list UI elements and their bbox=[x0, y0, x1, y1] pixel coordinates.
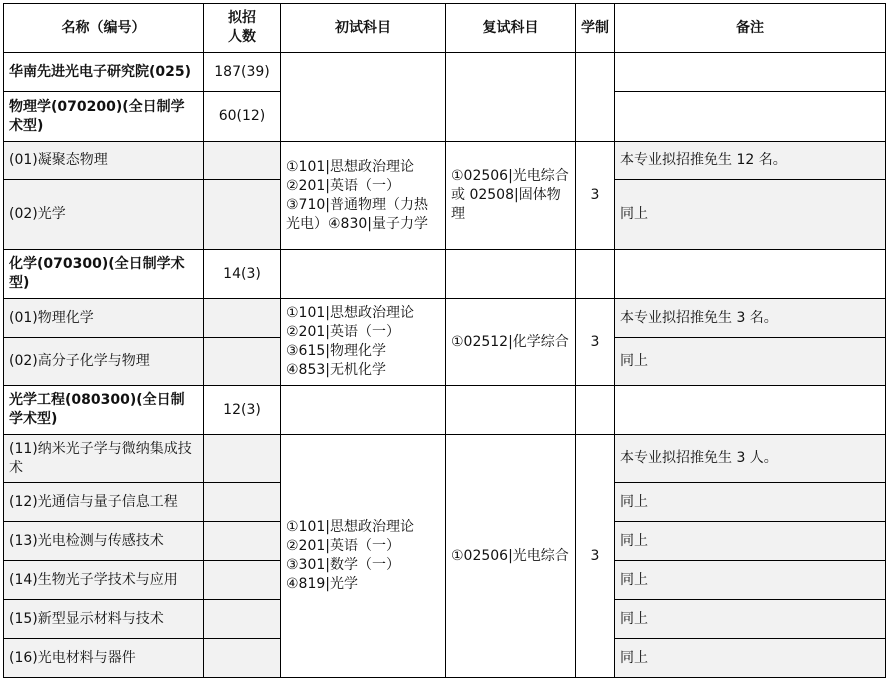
optics-major-initial-empty bbox=[281, 386, 446, 435]
direction-name: (02)高分子化学与物理 bbox=[4, 338, 204, 386]
direction-note: 同上 bbox=[615, 522, 886, 561]
physics-initial-exam: ①101|思想政治理论 ②201|英语（一） ③710|普通物理（力热光电）④830|量子力学 bbox=[281, 142, 446, 250]
optics-initial-exam: ①101|思想政治理论 ②201|英语（一） ③301|数学（一） ④819|光学 bbox=[281, 435, 446, 678]
optics-major-retest-empty bbox=[446, 386, 576, 435]
optics-major-quota: 12(3) bbox=[204, 386, 281, 435]
institute-quota: 187(39) bbox=[204, 53, 281, 92]
physics-major-name: 物理学(070200)(全日制学术型) bbox=[4, 92, 204, 142]
chemistry-major-retest-empty bbox=[446, 250, 576, 299]
direction-note: 本专业拟招推免生 3 名。 bbox=[615, 299, 886, 338]
physics-major-quota: 60(12) bbox=[204, 92, 281, 142]
institute-initial-exam-empty bbox=[281, 53, 446, 142]
direction-note: 本专业拟招推免生 12 名。 bbox=[615, 142, 886, 180]
optics-major-name: 光学工程(080300)(全日制学术型) bbox=[4, 386, 204, 435]
direction-note: 同上 bbox=[615, 180, 886, 250]
chemistry-major-duration-empty bbox=[576, 250, 615, 299]
chemistry-duration: 3 bbox=[576, 299, 615, 386]
direction-quota-empty bbox=[204, 639, 281, 678]
table-row bbox=[4, 299, 886, 338]
header-quota: 拟招 人数 bbox=[204, 4, 281, 53]
direction-name: (01)物理化学 bbox=[4, 299, 204, 338]
institute-retest-empty bbox=[446, 53, 576, 142]
table-row bbox=[4, 142, 886, 180]
chemistry-major-note-empty bbox=[615, 250, 886, 299]
direction-name: (02)光学 bbox=[4, 180, 204, 250]
direction-name: (13)光电检测与传感技术 bbox=[4, 522, 204, 561]
physics-duration: 3 bbox=[576, 142, 615, 250]
direction-quota-empty bbox=[204, 483, 281, 522]
direction-note: 同上 bbox=[615, 639, 886, 678]
physics-retest: ①02506|光电综合或 02508|固体物理 bbox=[446, 142, 576, 250]
direction-quota-empty bbox=[204, 600, 281, 639]
chemistry-retest: ①02512|化学综合 bbox=[446, 299, 576, 386]
header-notes: 备注 bbox=[615, 4, 886, 53]
optics-retest: ①02506|光电综合 bbox=[446, 435, 576, 678]
direction-name: (12)光通信与量子信息工程 bbox=[4, 483, 204, 522]
direction-quota-empty bbox=[204, 299, 281, 338]
optics-major-row bbox=[4, 386, 886, 435]
header-initial-exam: 初试科目 bbox=[281, 4, 446, 53]
chemistry-initial-exam: ①101|思想政治理论 ②201|英语（一） ③615|物理化学 ④853|无机化学 bbox=[281, 299, 446, 386]
direction-note: 同上 bbox=[615, 561, 886, 600]
institute-duration-empty bbox=[576, 53, 615, 142]
institute-name: 华南先进光电子研究院(025) bbox=[4, 53, 204, 92]
table-row bbox=[4, 435, 886, 483]
direction-quota-empty bbox=[204, 522, 281, 561]
header-duration: 学制 bbox=[576, 4, 615, 53]
direction-name: (01)凝聚态物理 bbox=[4, 142, 204, 180]
optics-major-duration-empty bbox=[576, 386, 615, 435]
institute-row bbox=[4, 53, 886, 92]
chemistry-major-quota: 14(3) bbox=[204, 250, 281, 299]
direction-quota-empty bbox=[204, 142, 281, 180]
optics-duration: 3 bbox=[576, 435, 615, 678]
direction-note: 同上 bbox=[615, 600, 886, 639]
direction-quota-empty bbox=[204, 561, 281, 600]
direction-note: 同上 bbox=[615, 338, 886, 386]
direction-quota-empty bbox=[204, 435, 281, 483]
direction-quota-empty bbox=[204, 338, 281, 386]
optics-major-note-empty bbox=[615, 386, 886, 435]
header-row bbox=[4, 4, 886, 53]
physics-major-note-empty bbox=[615, 92, 886, 142]
chemistry-major-name: 化学(070300)(全日制学术型) bbox=[4, 250, 204, 299]
chemistry-major-initial-empty bbox=[281, 250, 446, 299]
admissions-table bbox=[3, 3, 886, 678]
direction-name: (16)光电材料与器件 bbox=[4, 639, 204, 678]
header-name: 名称（编号） bbox=[4, 4, 204, 53]
chemistry-major-row bbox=[4, 250, 886, 299]
direction-name: (11)纳米光子学与微纳集成技术 bbox=[4, 435, 204, 483]
direction-note: 同上 bbox=[615, 483, 886, 522]
direction-name: (14)生物光子学技术与应用 bbox=[4, 561, 204, 600]
header-retest: 复试科目 bbox=[446, 4, 576, 53]
direction-name: (15)新型显示材料与技术 bbox=[4, 600, 204, 639]
direction-note: 本专业拟招推免生 3 人。 bbox=[615, 435, 886, 483]
institute-note-empty bbox=[615, 53, 886, 92]
direction-quota-empty bbox=[204, 180, 281, 250]
